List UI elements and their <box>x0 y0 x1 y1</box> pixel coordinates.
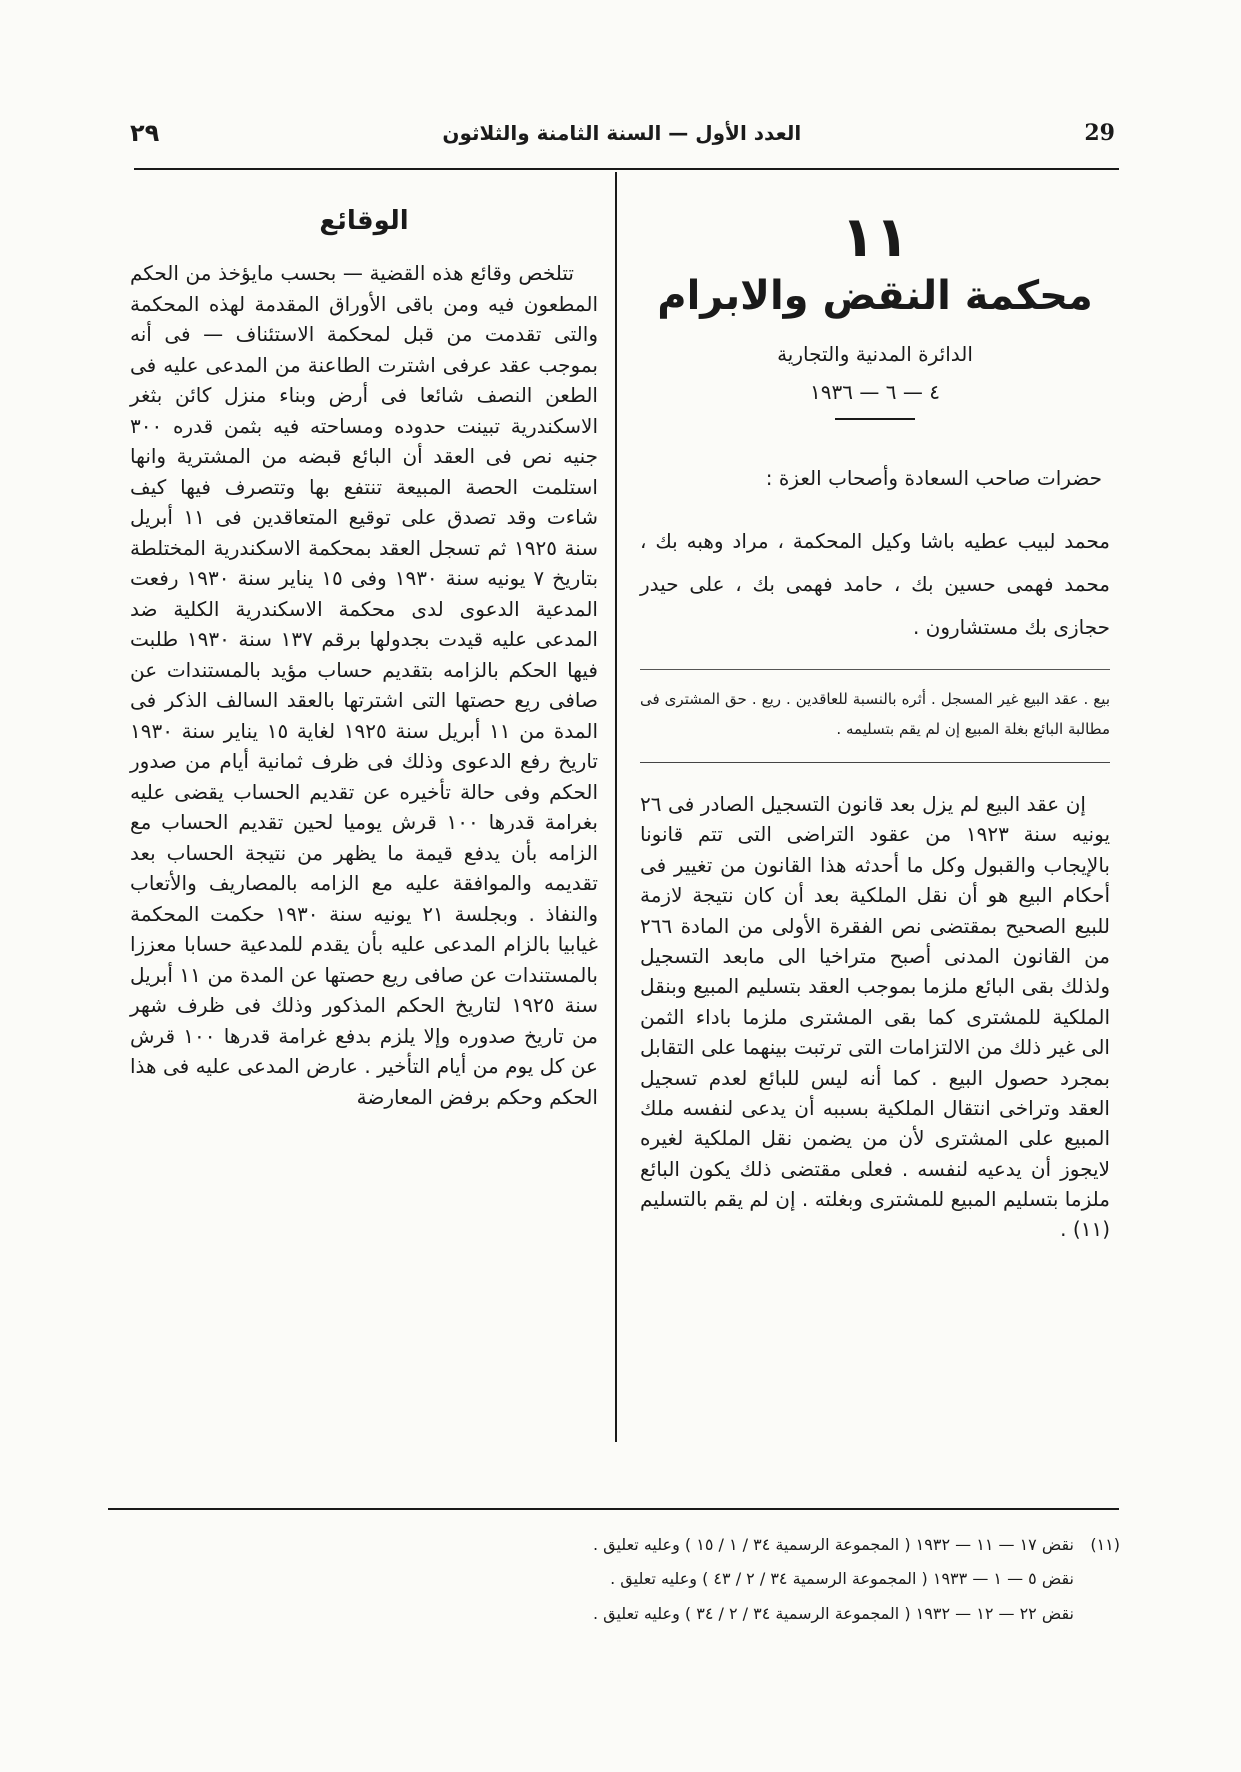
header-rule <box>134 168 1119 170</box>
panel-intro: حضرات صاحب السعادة وأصحاب العزة : <box>765 466 1102 490</box>
footnote-marker: (١١) <box>1090 1535 1120 1554</box>
headnote-bottom-rule <box>640 762 1110 763</box>
headnote: بيع . عقد البيع غير المسجل . أثره بالنسبة للعاقدين . ريع . حق المشترى فى مطالبة البائع بغلة المبيع إن لم يقم بتسليمه . <box>640 690 1110 738</box>
footnotes <box>420 1528 1120 1631</box>
court-division: الدائرة المدنية والتجارية <box>777 342 973 366</box>
footnote-line <box>420 1597 1120 1631</box>
section-title-facts: الوقائع <box>319 206 409 236</box>
legal-principle: إن عقد البيع لم يزل بعد قانون التسجيل الصادر فى ٢٦ يونيه سنة ١٩٢٣ من عقود التراضى التى تتم قانونا بالإيجاب والقبول وكل ما أحدثه هذا القانون من تغيير فى أحكام البيع هو أن نقل الملكية بعد أن كان نتيجة لازمة للبيع الصحيح بمقتضى نص الفقرة الأولى من المادة ٢٦٦ من القانون المدنى أصبح متراخيا الى مابعد التسجيل ولذلك بقى البائع ملزما بموجب العقد بتسليم المبيع وبنقل الملكية للمشترى كما بقى المشترى ملزما باداء الثمن الى غير ذلك من الالتزامات التى ترتبت بينهما على التقابل بمجرد حصول البيع . كما أنه ليس للبائع لعدم تسجيل العقد وتراخى انتقال الملكية بسببه أن يدعى لنفسه ملك المبيع على المشترى لأن من يضمن نقل الملكية لغيره لايجوز أن يدعيه لنفسه . فعلى مقتضى ذلك يكون البائع ملزما بتسليم المبيع للمشترى وبغلته . إن لم يقم بالتسليم (١١) . <box>640 792 1111 1242</box>
case-date: ٤ — ٦ — ١٩٣٦ <box>810 380 940 404</box>
facts-text: تتلخص وقائع هذه القضية — بحسب مايؤخذ من الحكم المطعون فيه ومن باقى الأوراق المقدمة لهذه المحكمة والتى تقدمت من قبل لمحكمة الاستئناف — فى أنه بموجب عقد عرفى اشترت الطاعنة من المدعى عليه فى الطعن النصف شائعا فى أرض وبناء منزل كائن بثغر الاسكندرية تبينت حدوده ومساحته فيه بثمن قدره ٣٠٠ جنيه نص فى العقد أن البائع قبضه من المشترية وانها استلمت الحصة المبيعة تنتفع بها وتتصرف فيها كيف شاءت وقد تصدق على توقيع المتعاقدين فى ١١ أبريل سنة ١٩٢٥ ثم تسجل العقد بمحكمة الاسكندرية المختلطة بتاريخ ٧ يونيه سنة ١٩٣٠ وفى ١٥ يناير سنة ١٩٣٠ رفعت المدعية الدعوى لدى محكمة الاسكندرية الكلية ضد المدعى عليه قيدت بجدولها برقم ١٣٧ سنة ١٩٣٠ طلبت فيها الحكم بالزامه بتقديم حساب مؤيد بالمستندات عن صافى ريع حصتها التى اشترتها بالعقد السالف الذكر فى المدة من ١١ أبريل سنة ١٩٢٥ لغاية ١٥ يناير سنة ١٩٣٠ تاريخ رفع الدعوى وذلك فى ظرف ثمانية أيام من صدور الحكم وفى حالة تأخيره عن تقديم الحساب يقضى عليه بغرامة قدرها ١٠٠ قرش يوميا لحين تقديم الحساب مع الزامه بأن يدفع قيمة ما يظهر من نتيجة الحساب بعد تقديمه والموافقة عليه مع الزامه بالمصاريف والأتعاب والنفاذ . وبجلسة ٢١ يونيه سنة ١٩٣٠ حكمت المحكمة غيابيا بالزام المدعى عليه بأن يقدم للمدعية حسابا معززا بالمستندات عن صافى ريع حصتها عن المدة من ١١ أبريل سنة ١٩٢٥ لتاريخ الحكم المذكور وذلك فى ظرف شهر من تاريخ صدوره وإلا يلزم بدفع غرامة قدرها ١٠٠ قرش عن كل يوم من أيام التأخير . عارض المدعى عليه فى هذا الحكم وحكم برفض المعارضة <box>130 261 599 1109</box>
footnote-citation: نقض ٥ — ١ — ١٩٣٣ ( المجموعة الرسمية ٣٤ / ٢ / ٤٣ ) وعليه تعليق . <box>610 1569 1074 1589</box>
running-title: العدد الأول — السنة الثامنة والثلاثون <box>442 121 802 145</box>
page-header <box>130 108 1115 158</box>
page-number-latin: 29 <box>1084 120 1115 146</box>
case-number: ١١ <box>840 205 910 270</box>
column-divider <box>615 172 617 1442</box>
panel-members: محمد لبيب عطيه باشا وكيل المحكمة ، مراد وهبه بك ، محمد فهمى حسين بك ، حامد فهمى بك ، على حيدر حجازى بك مستشارون . <box>640 529 1110 639</box>
short-divider <box>835 418 915 420</box>
left-column <box>130 200 598 1112</box>
page-number-arabic: ٢٩ <box>130 119 160 147</box>
footnote-line <box>420 1528 1120 1562</box>
footnote-rule <box>108 1508 1119 1510</box>
court-name: محكمة النقض والابرام <box>657 273 1093 319</box>
footnote-citation: نقض ١٧ — ١١ — ١٩٣٢ ( المجموعة الرسمية ٣٤ / ١ / ١٥ ) وعليه تعليق . <box>592 1535 1074 1554</box>
headnote-top-rule <box>640 669 1110 670</box>
right-column <box>640 200 1110 1245</box>
footnote-line <box>420 1562 1120 1596</box>
footnote-citation: نقض ٢٢ — ١٢ — ١٩٣٢ ( المجموعة الرسمية ٣٤ / ٢ / ٣٤ ) وعليه تعليق . <box>592 1603 1074 1623</box>
